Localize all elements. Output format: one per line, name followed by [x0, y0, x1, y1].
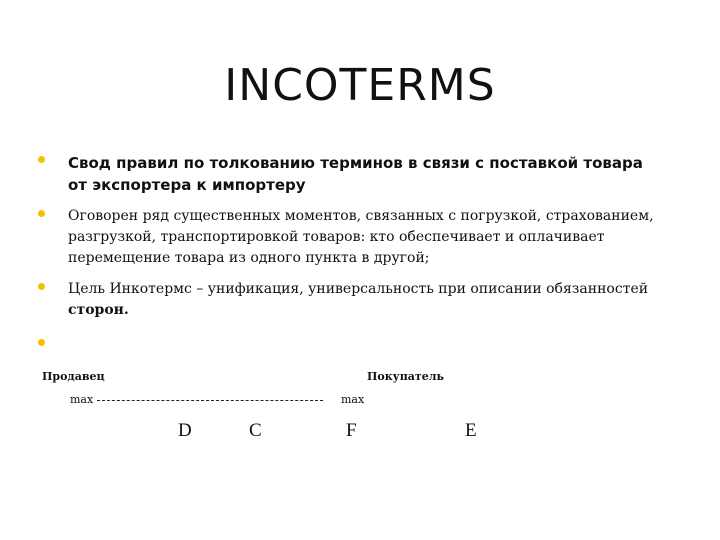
dashed-scale-line [97, 400, 323, 401]
term-group-f: F [346, 420, 357, 441]
term-group-d: D [178, 420, 192, 441]
bullet-text-tail: сторон. [68, 302, 129, 318]
bullet-item [36, 206, 656, 269]
bullet-list [36, 152, 656, 365]
bullet-item [36, 279, 656, 321]
bullet-dot-icon [38, 283, 45, 290]
bullet-text: Оговорен ряд существенных моментов, связанных с погрузкой, страхованием, разгрузкой, транспортировкой товаров: кто обеспечивает и оплачивает перемещение товара из одного пункта в другой; [68, 208, 654, 266]
bullet-dot-icon [38, 156, 45, 163]
bullet-item-empty [36, 331, 656, 355]
bullet-item [36, 152, 656, 196]
seller-label: Продавец [42, 370, 105, 383]
buyer-label: Покупатель [367, 370, 444, 383]
bullet-dot-icon [38, 339, 45, 346]
slide-title: INCOTERMS [224, 60, 496, 111]
bullet-dot-icon [38, 210, 45, 217]
term-group-e: E [465, 420, 477, 441]
max-right-label: max [341, 393, 365, 406]
term-group-c: C [249, 420, 262, 441]
bullet-text: Свод правил по толкованию терминов в связи с поставкой товара от экспортера к импортеру [68, 154, 643, 194]
max-left-label: max [70, 393, 94, 406]
bullet-text: Цель Инкотермс – унификация, универсальность при описании обязанностей [68, 281, 649, 297]
